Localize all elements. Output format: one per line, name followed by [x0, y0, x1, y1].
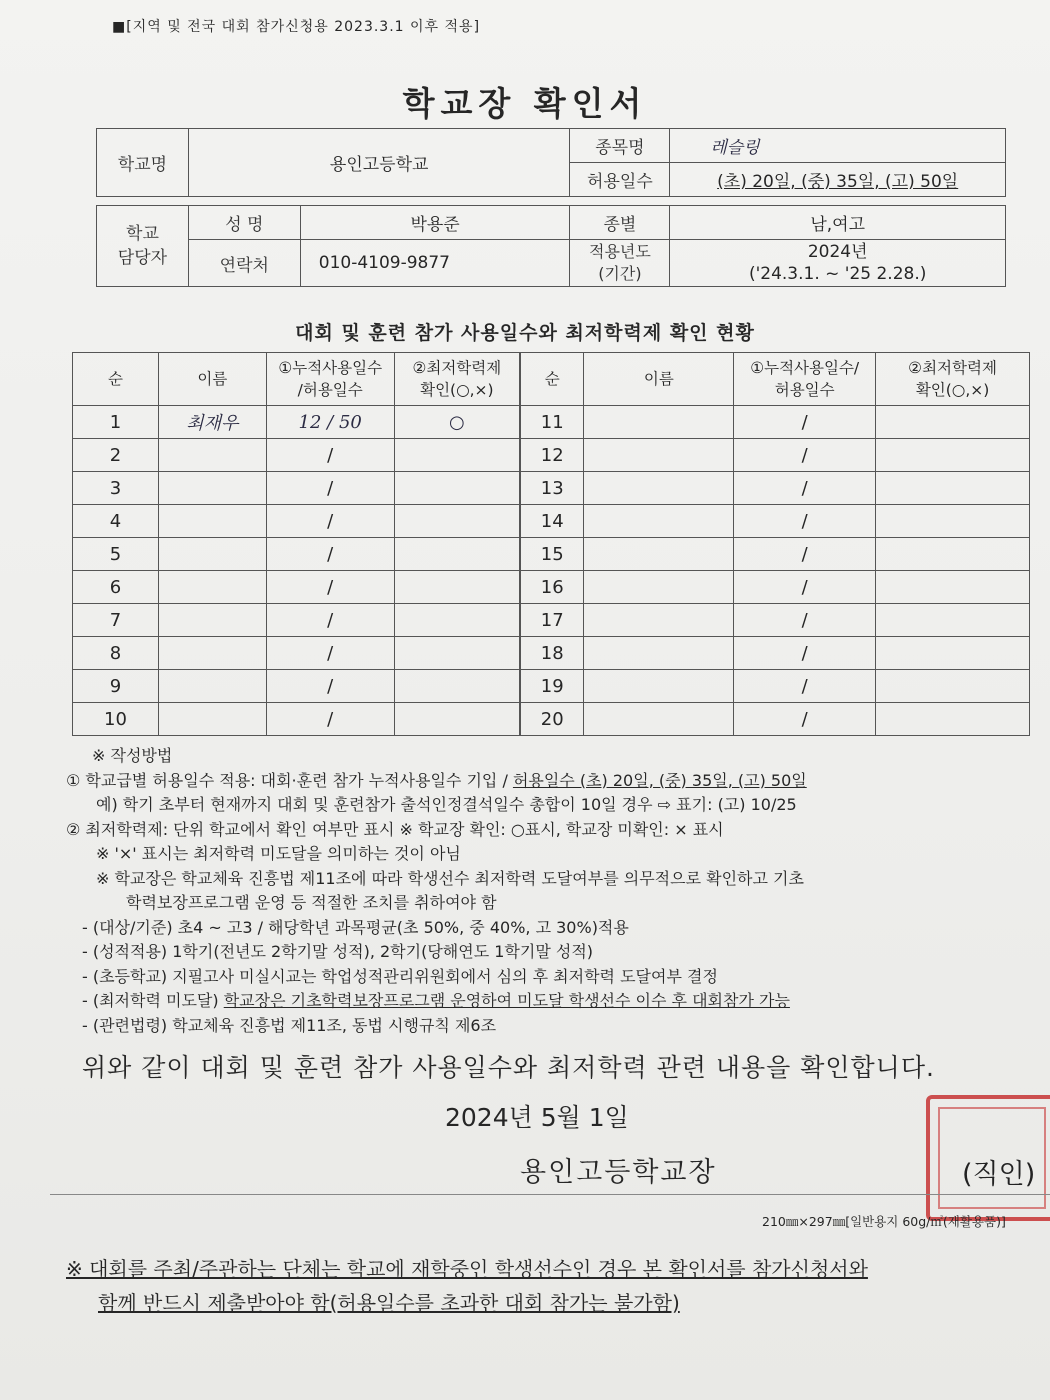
- col-days-right: [734, 353, 876, 406]
- detail-3: - (초등학교) 지필고사 미실시교는 학업성적관리위원회에서 심의 후 최저학력 도달여부 결정: [82, 966, 718, 986]
- divider-line: [50, 1194, 1050, 1195]
- row-name-right: [584, 571, 734, 604]
- name-label: 성 명: [188, 206, 300, 240]
- note-2: ② 최저학력제: 단위 학교에서 확인 여부만 표시 ※ 학교장 확인: ○표시, 학교장 미확인: × 표시: [66, 819, 724, 839]
- row-name: [158, 703, 266, 736]
- row-days: /: [266, 472, 394, 505]
- status-row: [73, 571, 1030, 604]
- period-value: [670, 240, 1006, 287]
- row-no-right: 15: [520, 538, 584, 571]
- note-1-underlined: 허용일수 (초) 20일, (중) 35일, (고) 50일: [512, 770, 807, 790]
- confirmation-statement: 위와 같이 대회 및 훈련 참가 사용일수와 최저학력 관련 내용을 확인합니다.: [82, 1053, 935, 1082]
- submission-notice: [66, 1252, 868, 1320]
- row-name: 최재우: [158, 406, 266, 439]
- status-row: [73, 439, 1030, 472]
- notice-line-2: [66, 1286, 868, 1320]
- detail-2: - (성적적용) 1학기(전년도 2학기말 성적), 2학기(당해연도 1학기말 성적): [82, 942, 594, 961]
- period-label-line-2: (기간): [598, 264, 642, 283]
- period-year: 2024년: [807, 242, 868, 262]
- row-no: 4: [73, 505, 159, 538]
- status-row: [73, 604, 1030, 637]
- status-row: [73, 472, 1030, 505]
- col-min-right-line-2: 확인(○,×): [915, 381, 990, 399]
- status-header-row: [73, 353, 1030, 406]
- detail-5: - (관련법령) 학교체육 진흥법 제11조, 동법 시행규칙 제6조: [82, 1015, 497, 1035]
- row-days-right: /: [734, 538, 876, 571]
- row-days-right: /: [734, 439, 876, 472]
- manager-label: 학교 담당자: [97, 206, 189, 287]
- row-days: /: [266, 538, 394, 571]
- row-name-right: [584, 472, 734, 505]
- notice-line-1: [66, 1252, 868, 1286]
- row-min-right: [876, 637, 1030, 670]
- form-usage-note: ■[지역 및 전국 대회 참가신청용 2023.3.1 이후 적용]: [112, 19, 481, 35]
- col-no-right: 순: [520, 353, 584, 406]
- row-name: [158, 505, 266, 538]
- row-days: /: [266, 670, 394, 703]
- status-table: [72, 352, 1030, 736]
- row-days: 12 / 50: [266, 406, 394, 439]
- note-1: [66, 769, 807, 794]
- detail-1: - (대상/기준) 초4 ~ 고3 / 해당학년 과목평균(초 50%, 중 40%, 고 30%)적용: [82, 917, 629, 937]
- paper-spec: 210㎜×297㎜[일반용지 60g/㎡(재활용품)]: [762, 1214, 1006, 1229]
- col-no: 순: [73, 353, 159, 406]
- row-days-right: /: [734, 703, 876, 736]
- row-no: 10: [73, 703, 159, 736]
- row-no-right: 18: [520, 637, 584, 670]
- period-range: ('24.3.1. ~ '25 2.28.): [748, 264, 927, 284]
- row-no: 1: [73, 406, 159, 439]
- col-min-right-line-1: ②최저학력제: [908, 359, 997, 377]
- row-days: /: [266, 571, 394, 604]
- spacer-cell: [97, 197, 1006, 206]
- row-name-right: [584, 505, 734, 538]
- table-spacer: [97, 197, 1006, 206]
- row-days: /: [266, 604, 394, 637]
- event-value: [670, 129, 1006, 163]
- row-days: /: [266, 703, 394, 736]
- col-days-line-1: ①누적사용일수: [278, 359, 383, 377]
- col-days-line-2: /허용일수: [297, 381, 363, 399]
- contact-value: 010-4109-9877: [300, 240, 570, 287]
- period-label: [570, 240, 670, 287]
- row-min-right: [876, 505, 1030, 538]
- row-min-right: [876, 472, 1030, 505]
- contact-label: 연락처: [188, 240, 300, 287]
- status-row: [73, 538, 1030, 571]
- note-2-x: ※ '×' 표시는 최저학력 미도달을 의미하는 것이 아님: [96, 844, 461, 863]
- detail-4-label: - (최저학력 미도달): [82, 991, 224, 1010]
- row-name-right: [584, 439, 734, 472]
- row-name: [158, 670, 266, 703]
- detail-4-underlined: 학교장은 기초학력보장프로그램 운영하여 미도달 학생선수 이수 후 대회참가 가능: [223, 991, 790, 1010]
- row-min: [394, 472, 520, 505]
- row-min-right: [876, 604, 1030, 637]
- row-no-right: 17: [520, 604, 584, 637]
- event-handwritten: 레슬링: [710, 138, 760, 158]
- row-days-right: /: [734, 604, 876, 637]
- row-no: 5: [73, 538, 159, 571]
- row-no: 2: [73, 439, 159, 472]
- period-label-line-1: 적용년도: [588, 242, 651, 261]
- row-min: ○: [394, 406, 520, 439]
- row-no: 3: [73, 472, 159, 505]
- col-days-right-line-1: ①누적사용일수/: [750, 359, 860, 377]
- note-1-text: ① 학교급별 허용일수 적용: 대회·훈련 참가 누적사용일수 기입 /: [66, 770, 513, 790]
- notice-line-2-text: 함께 반드시 제출받아야 함(허용일수를 초과한 대회 참가는 불가함): [98, 1291, 680, 1315]
- name-value: 박용준: [300, 206, 570, 240]
- row-min: [394, 538, 520, 571]
- status-row: [73, 670, 1030, 703]
- row-no-right: 19: [520, 670, 584, 703]
- row-no-right: 13: [520, 472, 584, 505]
- row-name: [158, 604, 266, 637]
- row-days: /: [266, 637, 394, 670]
- row-min: [394, 703, 520, 736]
- status-row: [73, 406, 1030, 439]
- row-min-right: [876, 703, 1030, 736]
- allowed-days-text: (초) 20일, (중) 35일, (고) 50일: [717, 172, 959, 192]
- row-name-right: [584, 670, 734, 703]
- row-no-right: 16: [520, 571, 584, 604]
- row-days-right: /: [734, 406, 876, 439]
- row-days: /: [266, 439, 394, 472]
- row-days-right: /: [734, 571, 876, 604]
- col-min-right: [876, 353, 1030, 406]
- note-1-example: 예) 학기 초부터 현재까지 대회 및 훈련참가 출석인정결석일수 총합이 10일 경우 ⇨ 표기: (고) 10/25: [96, 795, 797, 814]
- row-min: [394, 604, 520, 637]
- allowed-days-label: 허용일수: [570, 163, 670, 197]
- row-no-right: 12: [520, 439, 584, 472]
- principal-signature: 용인고등학교장: [520, 1157, 717, 1188]
- col-days: [266, 353, 394, 406]
- row-name-right: [584, 604, 734, 637]
- row-no: 7: [73, 604, 159, 637]
- row-name: [158, 439, 266, 472]
- row-days-right: /: [734, 670, 876, 703]
- col-min-line-1: ②최저학력제: [412, 359, 502, 377]
- type-value: 남,여고: [670, 206, 1006, 240]
- writing-instructions: [66, 744, 807, 1038]
- col-name-right: 이름: [584, 353, 734, 406]
- status-section-title: 대회 및 훈련 참가 사용일수와 최저학력제 확인 현황: [295, 322, 755, 344]
- row-min-right: [876, 538, 1030, 571]
- row-no: 8: [73, 637, 159, 670]
- row-min-right: [876, 571, 1030, 604]
- row-name-right: [584, 703, 734, 736]
- col-days-right-line-2: 허용일수: [774, 381, 835, 399]
- col-min-line-2: 확인(○,×): [420, 381, 494, 399]
- event-label: 종목명: [570, 129, 670, 163]
- status-row: [73, 637, 1030, 670]
- note-2-law-1: ※ 학교장은 학교체육 진흥법 제11조에 따라 학생선수 최저학력 도달여부를 의무적으로 확인하고 기초: [96, 868, 804, 888]
- status-row: [73, 703, 1030, 736]
- row-min: [394, 505, 520, 538]
- row-days-right: /: [734, 472, 876, 505]
- notes-heading: ※ 작성방법: [92, 746, 173, 765]
- school-label: 학교명: [97, 129, 189, 197]
- row-no-right: 11: [520, 406, 584, 439]
- col-min: [394, 353, 520, 406]
- type-label: 종별: [570, 206, 670, 240]
- row-name: [158, 637, 266, 670]
- row-min: [394, 637, 520, 670]
- school-info-table: [96, 128, 1006, 287]
- row-no-right: 14: [520, 505, 584, 538]
- issue-date: 2024년 5월 1일: [445, 1103, 629, 1132]
- detail-4: [66, 989, 807, 1014]
- row-name: [158, 472, 266, 505]
- row-min: [394, 670, 520, 703]
- row-min: [394, 571, 520, 604]
- row-min-right: [876, 670, 1030, 703]
- row-name-right: [584, 538, 734, 571]
- row-name: [158, 571, 266, 604]
- row-no: 6: [73, 571, 159, 604]
- row-days-right: /: [734, 637, 876, 670]
- row-days: /: [266, 505, 394, 538]
- allowed-days-value: [670, 163, 1006, 197]
- row-name: [158, 538, 266, 571]
- status-row: [73, 505, 1030, 538]
- row-min-right: [876, 439, 1030, 472]
- col-name: 이름: [158, 353, 266, 406]
- seal-label: (직인): [962, 1159, 1036, 1190]
- row-min: [394, 439, 520, 472]
- row-min-right: [876, 406, 1030, 439]
- row-name-right: [584, 637, 734, 670]
- document-title: 학교장 확인서: [402, 84, 648, 123]
- row-days-right: /: [734, 505, 876, 538]
- note-2-law-2: 학력보장프로그램 운영 등 적절한 조치를 취하여야 함: [126, 893, 497, 912]
- row-no-right: 20: [520, 703, 584, 736]
- row-no: 9: [73, 670, 159, 703]
- school-name: 용인고등학교: [188, 129, 570, 197]
- row-name-right: [584, 406, 734, 439]
- notice-line-1-text: ※ 대회를 주최/주관하는 단체는 학교에 재학중인 학생선수인 경우 본 확인서를 참가신청서와: [66, 1257, 868, 1281]
